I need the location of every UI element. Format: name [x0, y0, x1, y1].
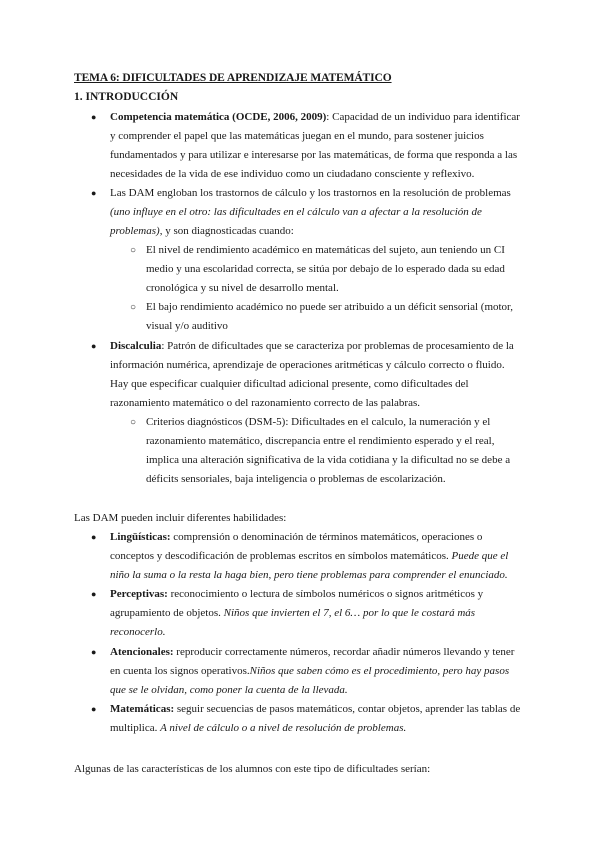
skill-term: Atencionales:	[110, 646, 174, 658]
skill-example: Puede que el niño la suma o la resta la haga bien, pero tiene problemas para comprender el enunciado.	[110, 550, 509, 581]
bullet-term: Competencia matemática (OCDE, 2006, 2009)	[110, 111, 327, 123]
skill-matematicas	[110, 700, 525, 738]
skill-term: Lingüísticas:	[110, 531, 171, 543]
skill-text: reproducir correctamente números, recordar añadir números llevando y tener en cuenta los signos operativos.	[110, 646, 515, 677]
skill-atencionales	[110, 643, 525, 700]
bullet-dot-icon: ●	[91, 188, 97, 198]
bullet-dot-icon: ●	[91, 112, 97, 122]
bullet-text-after: , y son diagnosticadas cuando:	[159, 225, 294, 237]
section-heading: 1. INTRODUCCIÓN	[74, 91, 179, 103]
bullet-dot-icon: ●	[91, 589, 97, 599]
skill-example: A nivel de cálculo o a nivel de resolución de problemas.	[160, 722, 407, 734]
circle-bullet-icon: ○	[130, 245, 137, 256]
closing-text: Algunas de las características de los alumnos con este tipo de dificultades serían:	[74, 763, 431, 775]
skill-term: Perceptivas:	[110, 588, 168, 600]
skill-text: reconocimiento o lectura de símbolos numéricos o signos aritméticos y agrupamiento de objetos.	[110, 588, 484, 619]
sub-bullet: El bajo rendimiento académico no puede ser atribuido a un déficit sensorial (motor, visual y/o auditivo	[146, 301, 514, 332]
bullet-dam	[110, 184, 525, 241]
skill-linguisticas	[110, 528, 525, 585]
skill-text: comprensión o denominación de términos matemáticos, operaciones o conceptos y descodificación de problemas escritos en símbolos matemáticos.	[110, 531, 483, 562]
bullet-text: : Capacidad de un individuo para identificar y comprender el papel que las matemáticas juegan en el mundo, para sostener juicios fundamentados y para utilizar e interesarse por las matemáticas, de forma que responda a las necesidades de la vida de ese individuo como un ciudadano consciente y reflexivo.	[110, 111, 520, 180]
bullet-competencia	[110, 108, 525, 184]
sub-bullet: El nivel de rendimiento académico en matemáticas del sujeto, aun teniendo un CI medio y una escolaridad correcta, se sitúa por debajo de lo esperado dada su edad cronológica y su nivel de desarrollo mental.	[146, 244, 505, 294]
circle-bullet-icon: ○	[130, 417, 137, 428]
bullet-italic: (uno influye en el otro: las dificultades en el cálculo van a afectar a la resolución de problemas)	[110, 206, 482, 237]
bullet-dot-icon: ●	[91, 704, 97, 714]
bullet-dot-icon: ●	[91, 341, 97, 351]
bullet-text: : Patrón de dificultades que se caracteriza por problemas de procesamiento de la información numérica, aprendizaje de operaciones aritméticas y cálculo correcto o fluido. Hay que especificar cualquier dificultad adicional presente, como dificultades del razonamiento matemático o del razonamiento correcto de las palabras.	[110, 340, 514, 409]
bullet-dot-icon: ●	[91, 647, 97, 657]
bullet-dot-icon: ●	[91, 532, 97, 542]
bullet-term: Discalculia	[110, 340, 162, 352]
bullet-text: Las DAM engloban los trastornos de cálculo y los trastornos en la resolución de problemas	[110, 187, 511, 199]
skill-text: seguir secuencias de pasos matemáticos, contar objetos, aprender las tablas de multiplica.	[110, 703, 521, 734]
document-title: TEMA 6: DIFICULTADES DE APRENDIZAJE MATEMÁTICO	[74, 72, 392, 84]
skill-example: Niños que invierten el 7, el 6… por lo que le costará más reconocerlo.	[110, 607, 476, 638]
skills-intro: Las DAM pueden incluir diferentes habilidades:	[74, 512, 287, 524]
skill-perceptivas	[110, 585, 525, 642]
bullet-discalculia	[110, 337, 525, 413]
circle-bullet-icon: ○	[130, 302, 137, 313]
sub-bullet: Criterios diagnósticos (DSM-5): Dificultades en el calculo, la numeración y el razonamiento matemático, discrepancia entre el rendimiento esperado y el real, implica una alteración significativa de la vida cotidiana y la dificultad no se debe a déficits sensoriales, baja inteligencia o problemas de escolarización.	[146, 416, 511, 485]
skill-example: Niños que saben cómo es el procedimiento, pero hay pasos que se le olvidan, como poner la cuenta de la llevada.	[110, 665, 510, 696]
skill-term: Matemáticas:	[110, 703, 175, 715]
